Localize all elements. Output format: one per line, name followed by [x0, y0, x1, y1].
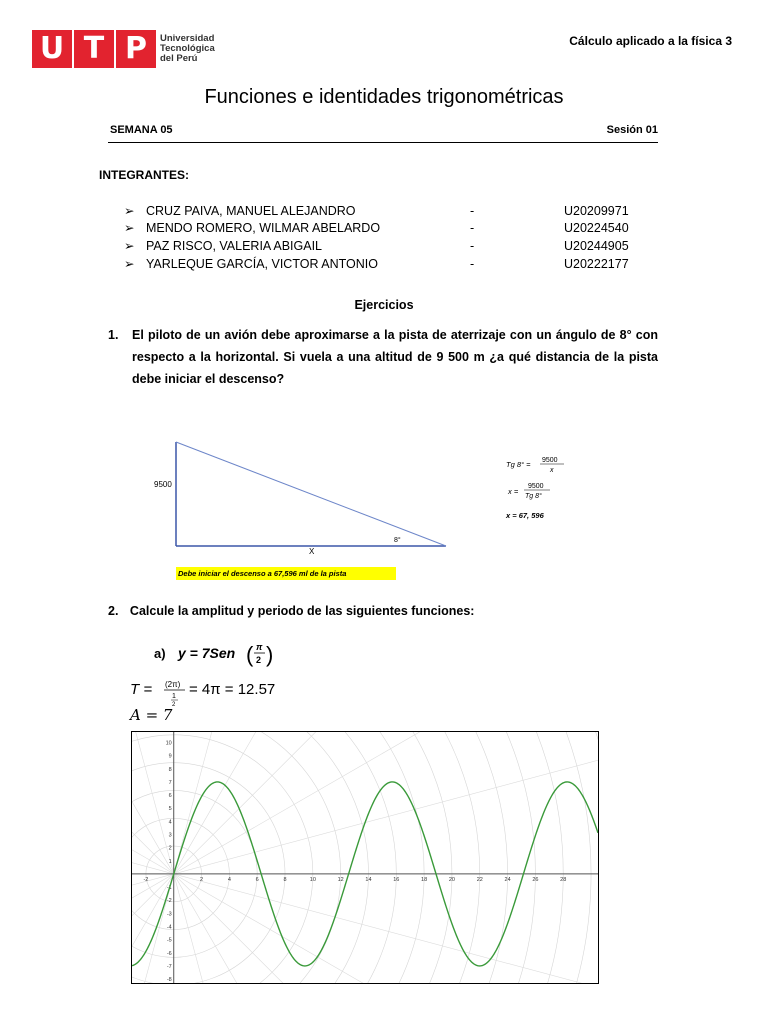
member-dash: -: [470, 257, 475, 271]
y-tick-label: 7: [168, 779, 172, 786]
svg-text:y = 7Sen: y = 7Sen: [178, 645, 236, 661]
svg-text:(2π): (2π): [165, 680, 181, 689]
y-tick-label: 10: [165, 740, 172, 747]
polar-grid-circle: [131, 731, 508, 984]
polar-grid-circle: [131, 731, 535, 984]
y-tick-label: -6: [166, 950, 172, 957]
member-row: [124, 219, 644, 237]
y-tick-label: -1: [166, 885, 172, 892]
x-tick-label: 22: [476, 876, 483, 883]
x-tick-label: 16: [393, 876, 400, 883]
polar-grid-circle: [131, 735, 313, 984]
svg-text:π: π: [256, 642, 263, 652]
svg-text:9500: 9500: [528, 483, 544, 490]
course-name: Cálculo aplicado a la física 3: [569, 34, 732, 48]
member-row: [124, 237, 644, 255]
arrow-bullet-icon: ➢: [124, 239, 135, 253]
x-tick-label: 14: [365, 876, 372, 883]
y-tick-label: -4: [166, 924, 172, 931]
members-heading: INTEGRANTES:: [99, 168, 189, 182]
polar-grid-circle: [131, 731, 368, 984]
header-divider: [108, 142, 658, 143]
svg-text:Tg 8°: Tg 8°: [525, 493, 542, 500]
x-tick-label: 20: [448, 876, 456, 883]
y-tick-label: -2: [166, 898, 172, 905]
member-row: [124, 202, 644, 220]
member-dash: -: [470, 204, 475, 218]
polar-grid-ray: [174, 731, 407, 874]
member-code: U20244905: [564, 239, 629, 253]
polar-grid-ray: [131, 731, 174, 874]
week-label: SEMANA 05: [110, 124, 173, 136]
svg-text:1: 1: [172, 693, 176, 700]
member-name: MENDO ROMERO, WILMAR ABELARDO: [146, 221, 381, 235]
x-tick-label: 28: [560, 876, 567, 883]
calculation-block: [500, 450, 590, 526]
polar-grid-circle: [131, 763, 285, 984]
svg-text:2: 2: [256, 655, 262, 665]
svg-text:= 4π = 12.57: = 4π = 12.57: [189, 681, 276, 698]
angle-label: 8°: [394, 537, 401, 544]
y-tick-label: -8: [166, 977, 172, 984]
polar-grid-ray: [174, 731, 599, 874]
member-name: CRUZ PAIVA, MANUEL ALEJANDRO: [146, 204, 356, 218]
university-name: Universidad Tecnológica del Perú: [160, 33, 215, 64]
y-tick-label: 1: [168, 858, 172, 865]
polar-grid-ray: [174, 731, 599, 874]
member-name: PAZ RISCO, VALERIA ABIGAIL: [146, 239, 322, 253]
polar-grid-ray: [174, 731, 599, 874]
member-dash: -: [470, 239, 475, 253]
x-tick-label: 2: [200, 876, 204, 883]
x-tick-label: 12: [337, 876, 344, 883]
arrow-bullet-icon: ➢: [124, 257, 135, 271]
x-tick-label: 6: [255, 876, 259, 883]
y-tick-label: 6: [168, 793, 172, 800]
y-tick-label: 2: [168, 845, 172, 852]
svg-text:x: x: [550, 467, 554, 474]
triangle-diagram: [150, 436, 460, 556]
y-tick-label: -7: [166, 963, 172, 970]
base-label: X: [309, 547, 315, 556]
member-name: YARLEQUE GARCÍA, VICTOR ANTONIO: [146, 257, 378, 271]
page-title: Funciones e identidades trigonométricas: [204, 86, 564, 108]
svg-text:Tg 8° =: Tg 8° =: [506, 460, 531, 469]
x-tick-label: 4: [227, 876, 231, 883]
y-tick-label: 3: [168, 832, 172, 839]
y-tick-label: 4: [168, 819, 172, 826]
polar-grid-circle: [131, 731, 591, 984]
x-tick-label: 10: [309, 876, 316, 883]
logo-letter-p: P: [116, 30, 156, 68]
height-label: 9500: [154, 480, 172, 489]
x-tick-label: 26: [532, 876, 539, 883]
function-equation: [150, 638, 280, 670]
answer-banner: Debe iniciar el descenso a 67,596 ml de la pista: [176, 567, 396, 580]
exercises-heading: Ejercicios: [354, 298, 414, 312]
arrow-bullet-icon: ➢: [124, 221, 135, 235]
member-dash: -: [470, 221, 475, 235]
x-tick-label: -2: [143, 876, 149, 883]
question-text: Calcule la amplitud y periodo de las siguientes funciones:: [129, 604, 475, 618]
logo-letter-u: U: [32, 30, 72, 68]
amplitude-formula: A = 7: [130, 706, 173, 724]
svg-text:9500: 9500: [542, 457, 558, 464]
member-row: [124, 255, 644, 273]
svg-text:T =: T =: [130, 681, 153, 698]
member-code: U20209971: [564, 204, 629, 218]
question-number: 2.: [108, 604, 119, 618]
svg-text:): ): [266, 642, 274, 667]
result-value: x = 67, 596: [506, 511, 544, 520]
period-formula: [128, 676, 318, 708]
arrow-bullet-icon: ➢: [124, 204, 135, 218]
x-tick-label: 18: [421, 876, 428, 883]
x-tick-label: 24: [504, 876, 511, 883]
x-tick-label: 8: [283, 876, 287, 883]
sine-graph: [131, 731, 599, 984]
svg-text:x =: x =: [508, 487, 519, 496]
polar-grid-ray: [174, 731, 599, 874]
svg-text:a): a): [154, 646, 166, 661]
y-tick-label: 8: [168, 766, 172, 773]
polar-grid-circle: [131, 731, 424, 984]
member-code: U20224540: [564, 221, 629, 235]
session-label: Sesión 01: [606, 124, 658, 136]
member-code: U20222177: [564, 257, 629, 271]
y-tick-label: 9: [168, 753, 172, 760]
question-text: El piloto de un avión debe aproximarse a la pista de aterrizaje con un ángulo de 8° con respecto a la horizontal. Si vuela a una altitud de 9 500 m ¿a qué distancia de la pista debe iniciar el descenso?: [132, 328, 658, 386]
y-tick-label: -5: [166, 937, 172, 944]
question-number: 1.: [108, 328, 119, 342]
svg-text:(: (: [246, 642, 254, 667]
svg-text:2: 2: [172, 702, 176, 708]
logo-letter-t: T: [74, 30, 114, 68]
triangle-hypotenuse: [176, 442, 446, 546]
y-tick-label: -3: [166, 911, 172, 918]
question-2: [108, 604, 474, 618]
y-tick-label: 5: [168, 806, 172, 813]
polar-grid-ray: [174, 874, 407, 984]
